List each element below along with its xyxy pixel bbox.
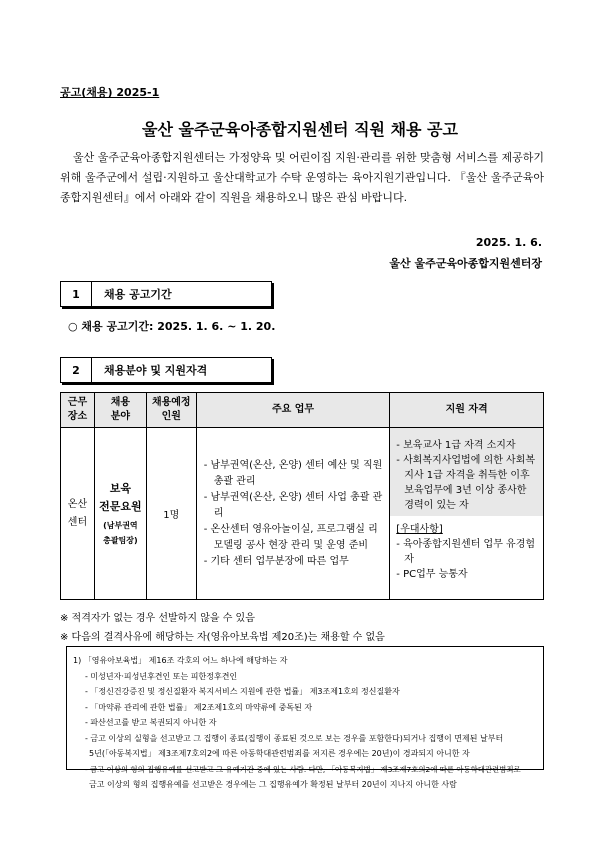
cell-place: 온산 센터 xyxy=(61,428,95,600)
intro-text: 울산 울주군육아종합지원센터는 가정양육 및 어린이집 지원·관리를 위한 맞춤형 서비스를 제공하기 위해 울주군에서 설립·지원하고 울산대학교가 수탁 운영하는 육아지원기관입니다. 『울산 울주군육아종합지원센터』에서 아래와 같이 직원을 채용하오니 많은 관심 바랍니다. xyxy=(60,151,544,204)
header-qual: 지원 자격 xyxy=(390,393,544,428)
header-place: 근무 장소 xyxy=(61,393,95,428)
intro-paragraph xyxy=(60,148,544,208)
section-2-header xyxy=(60,357,272,383)
note-1: ※ 적격자가 없는 경우 선발하지 않을 수 있음 xyxy=(60,613,255,624)
disq-item: - 금고 이상의 형의 집행유예를 선고받고 그 유예기간 중에 있는 사람. 다만, 「아동복지법」 제3조제7호의2에 따른 아동학대관련범죄로 xyxy=(85,764,521,774)
duty-item: - 남부권역(온산, 온양) 센터 예산 및 직원 총괄 관리 xyxy=(203,459,383,487)
table-row xyxy=(61,428,544,600)
cell-field xyxy=(94,428,146,600)
pref-title: [우대사항] xyxy=(396,524,443,535)
header-count: 채용예정 인원 xyxy=(146,393,196,428)
cell-count: 1명 xyxy=(146,428,196,600)
duty-item: - 기타 센터 업무분장에 따른 업무 xyxy=(203,555,349,567)
issuing-organization: 울산 울주군육아종합지원센터장 xyxy=(389,257,542,270)
document-number: 공고(채용) 2025-1 xyxy=(60,86,160,99)
duty-item: - 남부권역(온산, 온양) 센터 사업 총괄 관리 xyxy=(203,491,383,519)
pref-item: - PC업무 능통자 xyxy=(396,569,468,580)
page-title: 울산 울주군육아종합지원센터 직원 채용 공고 xyxy=(142,120,458,139)
duty-item: - 온산센터 영유아놀이실, 프로그램실 리모델링 공사 현장 관리 및 운영 준비 xyxy=(203,523,378,551)
section-2-number: 2 xyxy=(61,358,92,382)
pref-item: - 육아종합지원센터 업무 유경험자 xyxy=(396,539,536,565)
qual-item: - 보육교사 1급 자격 소지자 xyxy=(396,440,516,451)
header-duty: 주요 업무 xyxy=(196,393,390,428)
cell-qualifications xyxy=(390,428,544,600)
disqualification-box xyxy=(66,646,544,789)
section-1-number: 1 xyxy=(61,282,92,306)
header-field: 채용 분야 xyxy=(94,393,146,428)
disq-item: - 「정신건강증진 및 정신질환자 복지서비스 지원에 관한 법률」 제3조제1호의 정신질환자 xyxy=(85,687,400,696)
qual-item: - 사회복지사업법에 의한 사회복지사 1급 자격을 취득한 이후 보육업무에 3년 이상 종사한 경력이 있는 자 xyxy=(396,455,536,511)
cell-duties xyxy=(196,428,390,600)
disq-lead: 1) 「영유아보육법」 제16조 각호의 어느 하나에 해당하는 자 xyxy=(73,656,288,665)
disq-item: - 미성년자·피성년후견인 또는 피한정후견인 xyxy=(85,671,238,681)
disq-item: - 「마약류 관리에 관한 법률」 제2조제1호의 마약류에 중독된 자 xyxy=(85,702,313,712)
preferred-qualifications xyxy=(390,516,543,588)
announcement-date: 2025. 1. 6. xyxy=(475,236,542,249)
application-period: ○ 채용 공고기간: 2025. 1. 6. ~ 1. 20. xyxy=(68,320,276,333)
note-2: ※ 다음의 결격사유에 해당하는 자(영유아보육법 제20조)는 채용할 수 없음 xyxy=(60,632,385,643)
disq-item: - 파산선고를 받고 복권되지 아니한 자 xyxy=(85,718,217,727)
recruitment-table xyxy=(60,392,544,600)
table-header-row xyxy=(61,393,544,428)
disq-item: - 금고 이상의 실형을 선고받고 그 집행이 종료(집행이 종료된 것으로 보는 경우를 포함한다)되거나 집행이 면제된 날부터 xyxy=(85,733,504,743)
required-qualifications xyxy=(390,428,543,516)
field-sub: (남부권역 총괄팀장) xyxy=(103,520,138,545)
section-1-header xyxy=(60,281,272,307)
disq-item-cont: 5년(「아동복지법」 제3조제7호의2에 따른 아동학대관련범죄를 저지른 경우에는 20년)이 경과되지 아니한 자 xyxy=(89,749,470,758)
field-main: 보육 전문요원 xyxy=(99,481,142,513)
section-1-title: 채용 공고기간 xyxy=(104,288,172,301)
section-2-title: 채용분야 및 지원자격 xyxy=(104,364,208,377)
disq-item-cont: 금고 이상의 형의 집행유예를 선고받은 경우에는 그 집행유예가 확정된 날부터 20년이 지나지 아니한 사람 xyxy=(89,780,457,789)
